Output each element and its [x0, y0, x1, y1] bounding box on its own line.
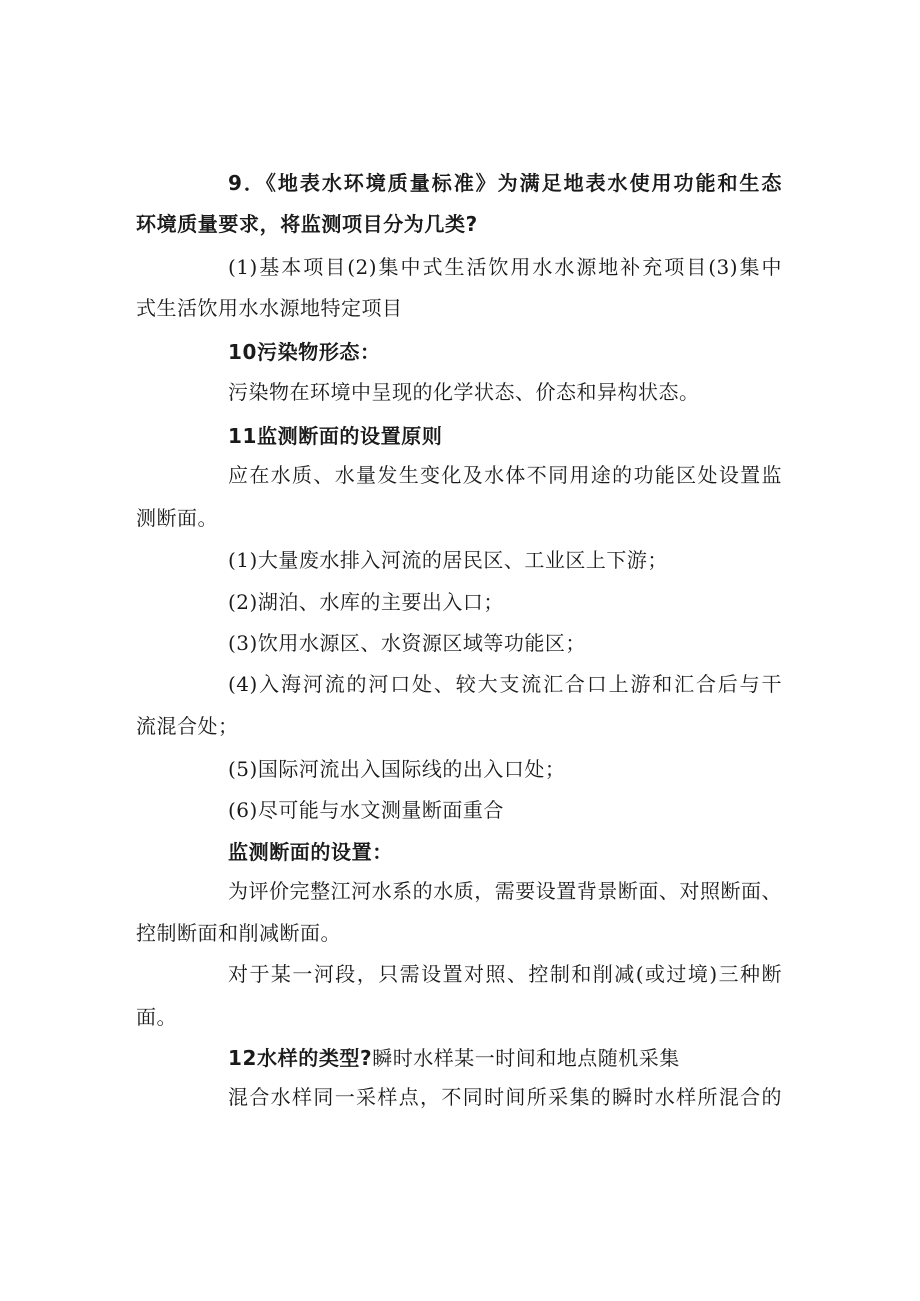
q11-item-6: (6)尽可能与水文测量断面重合 — [228, 798, 504, 822]
setup-paragraph-2-line2: 面。 — [136, 1005, 177, 1029]
q12-title-rest: 瞬时水样某一时间和地点随机采集 — [372, 1046, 680, 1070]
q9-title-line1: 9．《地表水环境质量标准》为满足地表水使用功能和生态 — [228, 171, 782, 195]
setup-title: 监测断面的设置： — [228, 840, 393, 864]
q11-item-4-line2: 流混合处； — [136, 714, 239, 738]
q11-item-4-line1: (4)入海河流的河口处、较大支流汇合口上游和汇合后与干 — [228, 672, 782, 696]
q12-title-line — [228, 1045, 680, 1071]
q9-answer-line2: 式生活饮用水水源地特定项目 — [136, 296, 403, 320]
setup-paragraph-1-line1: 为评价完整江河水系的水质，需要设置背景断面、对照断面、 — [228, 879, 782, 903]
q10-title: 10污染物形态： — [228, 340, 381, 364]
setup-paragraph-2-line1: 对于某一河段，只需设置对照、控制和削减(或过境)三种断 — [228, 962, 782, 986]
q11-item-1: (1)大量废水排入河流的居民区、工业区上下游； — [228, 548, 668, 572]
q10-answer: 污染物在环境中呈现的化学状态、价态和异构状态。 — [228, 380, 700, 404]
q11-title: 11监测断面的设置原则 — [228, 424, 443, 448]
q9-title-line2: 环境质量要求，将监测项目分为几类? — [136, 212, 478, 236]
q11-item-2: (2)湖泊、水库的主要出入口； — [228, 590, 504, 614]
q11-intro-line2: 测断面。 — [136, 506, 218, 530]
setup-paragraph-1-line2: 控制断面和削减断面。 — [136, 921, 341, 945]
q11-intro-line1: 应在水质、水量发生变化及水体不同用途的功能区处设置监 — [228, 463, 782, 487]
q11-item-5: (5)国际河流出入国际线的出入口处； — [228, 757, 566, 781]
q12-paragraph-1: 混合水样同一采样点，不同时间所采集的瞬时水样所混合的 — [228, 1085, 782, 1109]
q12-title: 12水样的类型? — [228, 1046, 373, 1070]
q11-item-3: (3)饮用水源区、水资源区域等功能区； — [228, 631, 586, 655]
q9-answer-line1: (1)基本项目(2)集中式生活饮用水水源地补充项目(3)集中 — [228, 255, 782, 279]
